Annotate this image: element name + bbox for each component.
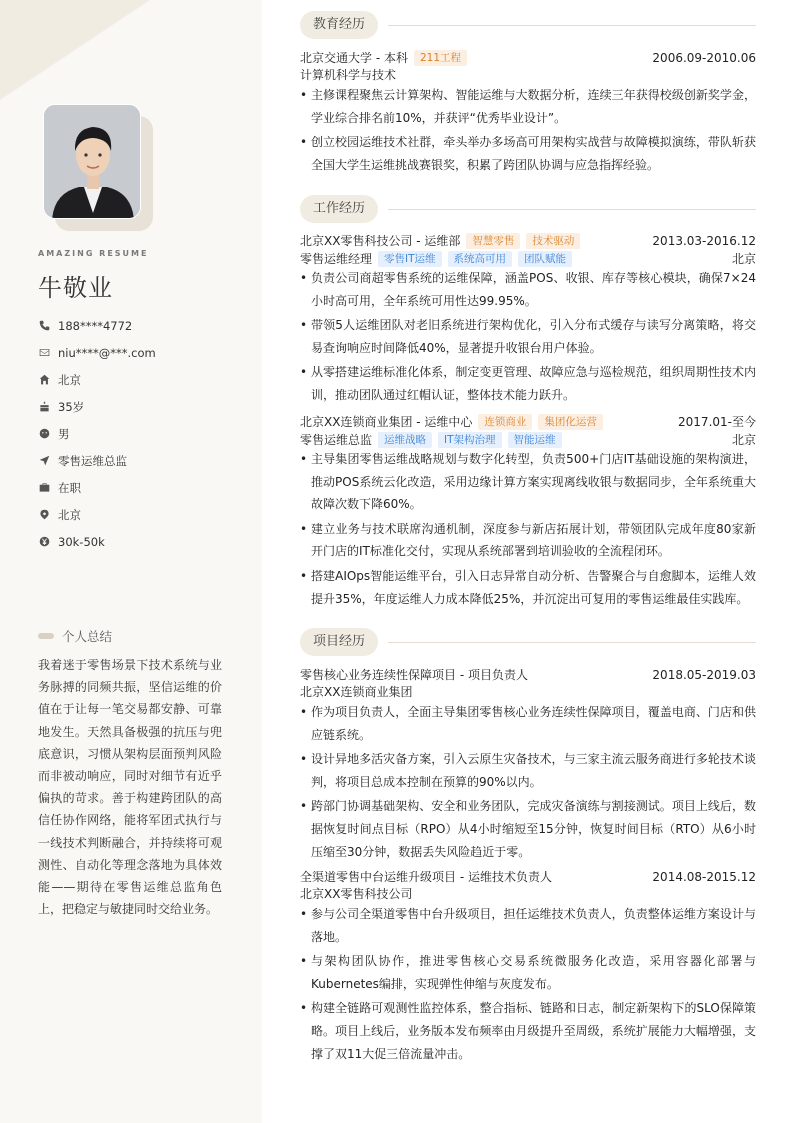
section-divider	[388, 209, 756, 210]
info-age-text: 35岁	[58, 399, 85, 414]
job-role-row	[300, 250, 756, 267]
info-home-text: 北京	[58, 372, 81, 387]
info-gender	[38, 420, 248, 447]
section-work	[300, 195, 756, 223]
job-date: 2013.03-2016.12	[652, 233, 756, 248]
info-position	[38, 447, 248, 474]
job-role: 零售运维总监	[300, 433, 373, 447]
info-age	[38, 393, 248, 420]
info-email	[38, 339, 248, 366]
info-phone	[38, 312, 248, 339]
list-item: • 主修课程聚焦云计算架构、智能运维与大数据分析，连续三年获得校级创新奖学金，学业综合排名前10%，并获评“优秀毕业设计”。	[300, 84, 756, 129]
send-icon	[38, 455, 50, 467]
candidate-name: 牛敬业	[38, 274, 113, 302]
project-org: 北京XX零售科技公司	[300, 887, 413, 901]
project-date: 2014.08-2015.12	[652, 869, 756, 884]
skill-tag: 运维战略	[378, 432, 432, 448]
info-home	[38, 366, 248, 393]
summary-pill	[38, 633, 54, 639]
section-title: 教育经历	[300, 11, 378, 39]
list-item: • 从零搭建运维标准化体系，制定变更管理、故障应急与巡检规范，组织周期性技术内训，推动团队通过红帽认证，整体技术能力跃升。	[300, 361, 756, 406]
info-gender-text: 男	[58, 426, 70, 441]
job-city: 北京	[731, 433, 756, 447]
email-icon	[38, 347, 50, 359]
summary-text: 我着迷于零售场景下技术系统与业务脉搏的同频共振，坚信运维的价值在于让每一笔交易都安静、可靠地发生。天然具备极强的抗压与兜底意识，习惯从架构层面预判风险而非被动响应，同时对细节有近乎偏执的苛求。善于构建跨团队的高信任协作网络，能将军团式执行与一线技术判断融合，并持续将可观测性、自动化等理念落地为具体效能——期待在零售运维总监角色上，把稳定与敏捷同时交给业务。	[38, 658, 222, 917]
skill-tag: 零售IT运维	[378, 251, 442, 267]
list-item: • 与架构团队协作，推进零售核心交易系统微服务化改造，采用容器化部署与Kubernetes编排，实现弹性伸缩与灰度发布。	[300, 950, 756, 995]
skill-tag: 智能运维	[508, 432, 562, 448]
school-badge: 211工程	[414, 50, 467, 66]
list-item: • 创立校园运维技术社群，牵头举办多场高可用架构实战营与故障模拟演练，带队斩获全国大学生运维挑战赛银奖，积累了跨团队协调与应急指挥经验。	[300, 131, 756, 176]
section-divider	[388, 642, 756, 643]
list-item: • 参与公司全渠道零售中台升级项目，担任运维技术负责人，负责整体运维方案设计与落地。	[300, 903, 756, 948]
company-tag: 智慧零售	[466, 233, 520, 249]
info-phone-text: 188****4772	[58, 318, 133, 333]
skill-tag: 团队赋能	[518, 251, 572, 267]
home-icon	[38, 374, 50, 386]
section-title: 工作经历	[300, 195, 378, 223]
company-name: 北京XX连锁商业集团 - 运维中心	[300, 415, 473, 429]
company-tag: 技术驱动	[526, 233, 580, 249]
project-bullets	[300, 903, 756, 1067]
info-salary-text: 30k-50k	[58, 534, 105, 549]
project-name: 零售核心业务连续性保障项目 - 项目负责人	[300, 668, 528, 682]
list-item: • 带领5人运维团队对老旧系统进行架构优化，引入分布式缓存与读写分离策略，将交易查询响应时间降低40%，显著提升收银台用户体验。	[300, 314, 756, 359]
avatar	[43, 104, 141, 219]
list-item: • 设计异地多活灾备方案，引入云原生灾备技术，与三家主流云服务商进行多轮技术谈判，将项目总成本控制在预算的90%以内。	[300, 748, 756, 793]
project-header	[300, 666, 756, 683]
job-city: 北京	[731, 252, 756, 266]
cake-icon	[38, 401, 50, 413]
job-bullets	[300, 448, 756, 612]
list-item: • 构建全链路可观测性监控体系，整合指标、链路和日志，制定新架构下的SLO保障策略。项目上线后，业务版本发布频率由月级提升至周级，系统扩展能力大幅增强，支撑了双11大促三倍流量冲击。	[300, 997, 756, 1065]
list-item: • 搭建AIOps智能运维平台，引入日志异常自动分析、告警聚合与自愈脚本，运维人效提升35%，年度运维人力成本降低25%，并沉淀出可复用的零售运维最佳实践库。	[300, 565, 756, 610]
list-item: • 作为项目负责人，全面主导集团零售核心业务连续性保障项目，覆盖电商、门店和供应链系统。	[300, 701, 756, 746]
salary-icon	[38, 536, 50, 548]
school-name: 北京交通大学 - 本科	[300, 51, 408, 65]
education-date: 2006.09-2010.06	[652, 50, 756, 65]
section-education	[300, 11, 756, 39]
job-role-row	[300, 431, 756, 448]
corner-decoration	[0, 0, 150, 100]
list-item: • 主导集团零售运维战略规划与数字化转型，负责500+门店IT基础设施的架构演进，推动POS系统云化改造，采用边缘计算方案实现离线收银与数据同步，全年系统重大故障次数下降60%。	[300, 448, 756, 516]
company-tag: 集团化运营	[538, 414, 603, 430]
info-status-text: 在职	[58, 480, 81, 495]
job-header	[300, 413, 756, 430]
job-role: 零售运维经理	[300, 252, 373, 266]
job-date: 2017.01-至今	[678, 415, 756, 429]
info-location-text: 北京	[58, 507, 81, 522]
project-org: 北京XX连锁商业集团	[300, 685, 413, 699]
job-header	[300, 232, 756, 249]
list-item: • 建立业务与技术联席沟通机制，深度参与新店拓展计划，带领团队完成年度80家新开门店的IT标准化交付，实现从系统部署到培训验收的全流程闭环。	[300, 518, 756, 563]
info-position-text: 零售运维总监	[58, 453, 127, 468]
company-tag: 连锁商业	[478, 414, 532, 430]
section-title: 项目经历	[300, 628, 378, 656]
contact-info	[38, 312, 248, 555]
skill-tag: 系统高可用	[448, 251, 513, 267]
briefcase-icon	[38, 482, 50, 494]
list-item: • 跨部门协调基础架构、安全和业务团队，完成灾备演练与割接测试。项目上线后，数据恢复时间点目标（RPO）从4小时缩短至15分钟，恢复时间目标（RTO）从6小时压缩至30分钟，数据丢失风险趋近于零。	[300, 795, 756, 863]
company-name: 北京XX零售科技公司 - 运维部	[300, 234, 461, 248]
summary-title: 个人总结	[62, 629, 113, 644]
job-bullets	[300, 267, 756, 409]
brand-label: AMAZING RESUME	[38, 249, 149, 258]
education-bullets	[300, 84, 756, 178]
section-projects	[300, 628, 756, 656]
project-header	[300, 868, 756, 885]
info-salary	[38, 528, 248, 555]
avatar-photo	[43, 104, 141, 219]
skill-tag: IT架构治理	[438, 432, 502, 448]
info-status	[38, 474, 248, 501]
location-icon	[38, 509, 50, 521]
info-location	[38, 501, 248, 528]
education-header	[300, 49, 756, 66]
list-item: • 负责公司商超零售系统的运维保障，涵盖POS、收银、库存等核心模块，确保7×24小时高可用，全年系统可用性达99.95%。	[300, 267, 756, 312]
section-divider	[388, 25, 756, 26]
project-date: 2018.05-2019.03	[652, 667, 756, 682]
info-email-text: niu****@***.com	[58, 345, 156, 360]
gender-icon	[38, 428, 50, 440]
summary-heading	[38, 627, 112, 645]
sidebar	[0, 0, 262, 1123]
project-bullets	[300, 701, 756, 865]
project-name: 全渠道零售中台运维升级项目 - 运维技术负责人	[300, 870, 552, 884]
phone-icon	[38, 320, 50, 332]
major: 计算机科学与技术	[300, 68, 397, 82]
